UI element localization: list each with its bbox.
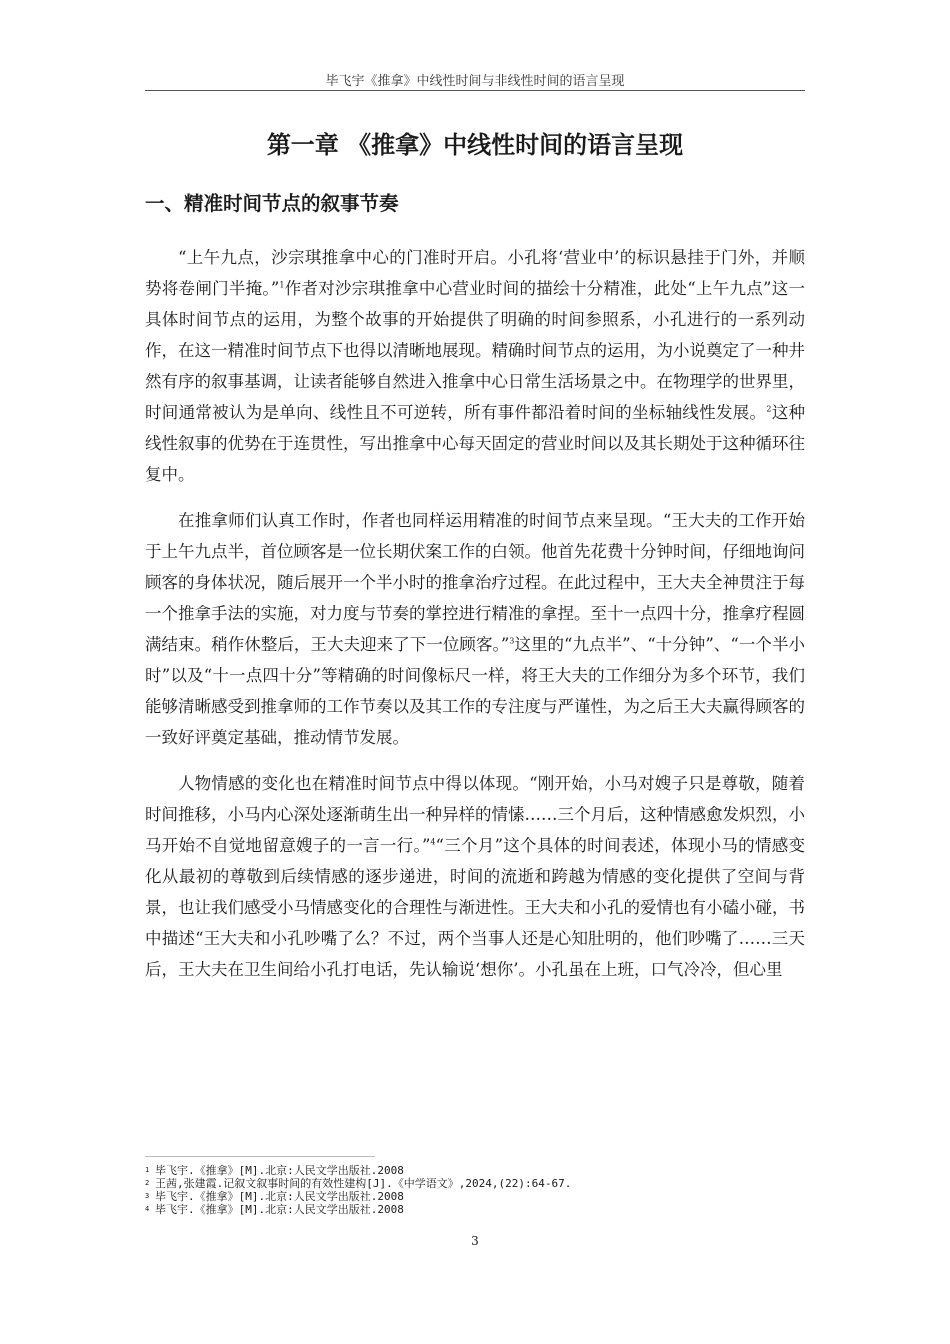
footnotes <box>145 1164 805 1216</box>
footnote-mark: 3 <box>145 1192 150 1200</box>
footnote-2 <box>145 1177 805 1190</box>
footnote-text: 毕飞宇.《推拿》[M].北京:人民文学出版社.2008 <box>155 1164 404 1177</box>
footnote-text: 毕飞宇.《推拿》[M].北京:人民文学出版社.2008 <box>155 1190 404 1203</box>
section-title: 一、精准时间节点的叙事节奏 <box>145 192 399 215</box>
footnote-text: 王茜,张建霞.记叙文叙事时间的有效性建构[J].《中学语文》,2024,(22):64-67. <box>155 1177 572 1190</box>
paragraph-3-text-a: 人物情感的变化也在精准时间节点中得以体现。“刚开始，小马对嫂子只是尊敬，随着时间推移，小马内心深处逐渐萌生出一种异样的情愫……三个月后，这种情感愈发炽烈，小马开始不自觉地留意嫂子的一言一行。” <box>145 774 805 855</box>
footnote-1 <box>145 1164 805 1177</box>
body-text <box>145 242 805 1000</box>
footnote-ref-2[interactable]: 2 <box>766 404 772 414</box>
footnote-rule <box>145 1156 375 1157</box>
page-number: 3 <box>471 1234 479 1248</box>
paragraph-2-text-b: 这里的“九点半”、“十分钟”、“一个半小时”以及“十一点四十分”等精确的时间像标尺一样，将王大夫的工作细分为多个环节，我们能够清晰感受到推拿师的工作节奏以及其工作的专注度与严谨性，为之后王大夫赢得顾客的一致好评奠定基础，推动情节发展。 <box>145 635 805 747</box>
footnote-text: 毕飞宇.《推拿》[M].北京:人民文学出版社.2008 <box>155 1203 404 1216</box>
footnote-4 <box>145 1203 805 1216</box>
footnote-3 <box>145 1190 805 1203</box>
paragraph-1-text-a: “上午九点，沙宗琪推拿中心的门准时开启。小孔将‘营业中’的标识悬挂于门外，并顺势将卷闸门半掩。” <box>145 248 805 298</box>
footnote-mark: 1 <box>145 1166 150 1174</box>
header-rule <box>145 90 805 91</box>
running-header: 毕飞宇《推拿》中线性时间与非线性时间的语言呈现 <box>325 74 625 89</box>
paragraph-1 <box>145 242 805 490</box>
paragraph-1-text-c: 这种线性叙事的优势在于连贯性，写出推拿中心每天固定的营业时间以及其长期处于这种循环往复中。 <box>145 403 806 484</box>
footnote-mark: 4 <box>145 1205 150 1213</box>
footnote-ref-1[interactable]: 1 <box>279 280 285 290</box>
paragraph-3 <box>145 768 805 985</box>
footnote-ref-4[interactable]: 4 <box>430 837 436 847</box>
paragraph-2 <box>145 505 805 753</box>
paragraph-1-text-b: 作者对沙宗琪推拿中心营业时间的描绘十分精准，此处“上午九点”这一具体时间节点的运用，为整个故事的开始提供了明确的时间参照系，小孔进行的一系列动作，在这一精准时间节点下也得以清晰地展现。精确时间节点的运用，为小说奠定了一种井然有序的叙事基调，让读者能够自然进入推拿中心日常生活场景之中。在物理学的世界里，时间通常被认为是单向、线性且不可逆转，所有事件都沿着时间的坐标轴线性发展。 <box>145 279 805 422</box>
footnote-mark: 2 <box>145 1179 150 1187</box>
paragraph-2-text-a: 在推拿师们认真工作时，作者也同样运用精准的时间节点来呈现。“王大夫的工作开始于上午九点半，首位顾客是一位长期伏案工作的白领。他首先花费十分钟时间，仔细地询问顾客的身体状况，随后展开一个半小时的推拿治疗过程。在此过程中，王大夫全神贯注于每一个推拿手法的实施，对力度与节奏的掌控进行精准的拿捏。至十一点四十分，推拿疗程圆满结束。稍作休整后，王大夫迎来了下一位顾客。” <box>145 511 805 654</box>
paragraph-3-text-b: “三个月”这个具体的时间表述，体现小马的情感变化从最初的尊敬到后续情感的逐步递进，时间的流逝和跨越为情感的变化提供了空间与背景，也让我们感受小马情感变化的合理性与渐进性。王大夫和小孔的爱情也有小磕小碰，书中描述“王大夫和小孔吵嘴了么？不过，两个当事人还是心知肚明的，他们吵嘴了……三天后，王大夫在卫生间给小孔打电话，先认输说‘想你’。小孔虽在上班，口气冷冷，但心里 <box>145 836 806 979</box>
chapter-title: 第一章 《推拿》中线性时间的语言呈现 <box>266 131 684 159</box>
footnote-ref-3[interactable]: 3 <box>509 636 515 646</box>
